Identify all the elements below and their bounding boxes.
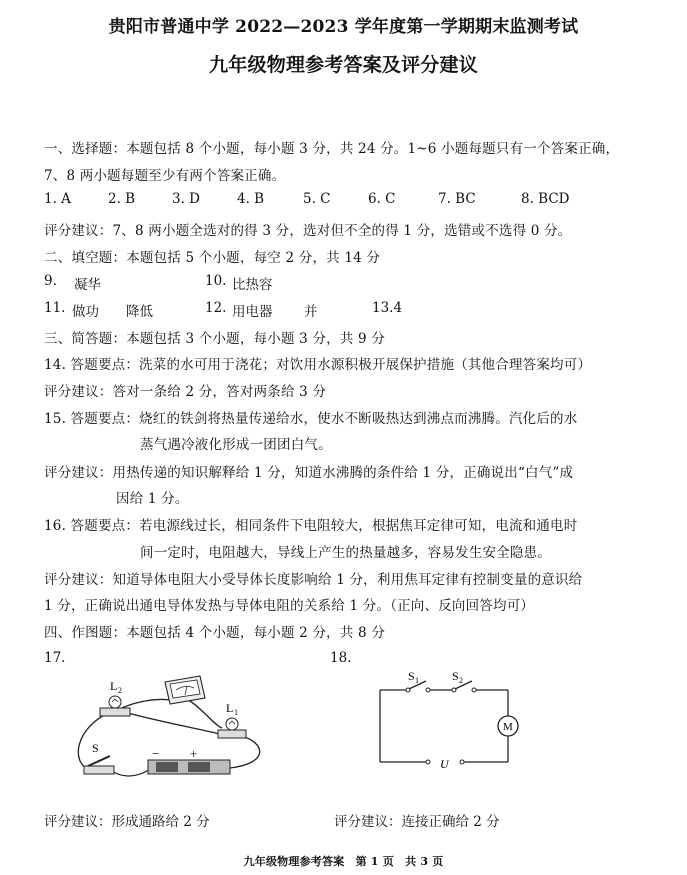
q14-grading: 评分建议：答对一条给 2 分，答对两条给 3 分	[44, 384, 327, 400]
q11-answer-1: 做功	[72, 304, 99, 320]
switch-s-icon	[84, 756, 114, 774]
ammeter-icon	[165, 676, 205, 704]
answer-8: 8. BCD	[521, 191, 570, 207]
label-u: U	[440, 757, 449, 771]
exam-title: 贵阳市普通中学 2022—2023 学年度第一学期期末监测考试	[108, 17, 579, 37]
q12-number: 12.	[205, 300, 227, 316]
label-s: S	[92, 741, 99, 755]
label-l2: L	[110, 679, 118, 693]
answer-5: 5. C	[303, 191, 331, 207]
q15-grading: 评分建议：用热传递的知识解释给 1 分，知道水沸腾的条件给 1 分，正确说出“白气”成	[44, 465, 574, 481]
q16-grading: 评分建议：知道导体电阻大小受导体长度影响给 1 分，利用焦耳定律有控制变量的意识给	[44, 572, 583, 588]
q17-number: 17.	[44, 650, 66, 666]
q11-answer-2: 降低	[126, 304, 153, 320]
answer-key-subtitle: 九年级物理参考答案及评分建议	[209, 54, 478, 76]
q15-answer: 15. 答题要点：烧红的铁剑将热量传递给水，使水不断吸热达到沸点而沸腾。汽化后的水	[44, 411, 578, 427]
q13-answer: 13.4	[372, 300, 403, 316]
q16-grading-cont: 1 分，正确说出通电导体发热与导体电阻的关系给 1 分。（正向、反向回答均可）	[44, 598, 535, 614]
q12-answer-2: 并	[304, 304, 318, 320]
q17-grading: 评分建议：形成通路给 2 分	[44, 814, 210, 830]
section4-heading: 四、作图题：本题包括 4 个小题，每小题 2 分，共 8 分	[44, 625, 386, 641]
q16-answer: 16. 答题要点：若电源线过长，相同条件下电阻较大，根据焦耳定律可知，电流和通电时	[44, 518, 578, 534]
section2-heading: 二、填空题：本题包括 5 个小题，每空 2 分，共 14 分	[44, 250, 381, 266]
answer-3: 3. D	[172, 191, 200, 207]
q10-answer: 比热容	[232, 277, 273, 293]
q14-answer: 14. 答题要点：洗菜的水可用于浇花；对饮用水源积极开展保护措施（其他合理答案均可）	[44, 357, 592, 373]
label-s1-sub: 1	[415, 676, 419, 685]
label-l1: L	[226, 701, 234, 715]
label-minus: −	[152, 746, 160, 761]
q11-number: 11.	[44, 300, 66, 316]
battery-icon	[148, 760, 230, 774]
answer-6: 6. C	[368, 191, 396, 207]
label-s2-sub: 2	[459, 676, 463, 685]
q17-circuit-figure	[70, 668, 280, 778]
q15-answer-cont: 蒸气遇冷液化形成一团团白气。	[140, 437, 332, 453]
q18-circuit-diagram	[372, 668, 532, 773]
q10-number: 10.	[205, 273, 227, 289]
answer-2: 2. B	[108, 191, 136, 207]
label-m: M	[503, 721, 513, 733]
label-l2-sub: 2	[118, 686, 122, 695]
q12-answer-1: 用电器	[232, 304, 273, 320]
bulb-l1-icon	[218, 718, 246, 738]
q16-answer-cont: 间一定时，电阻越大，导线上产生的热量越多，容易发生安全隐患。	[140, 545, 551, 561]
q15-grading-cont: 因给 1 分。	[116, 491, 189, 507]
label-plus: +	[190, 746, 198, 761]
q9-answer: 凝华	[74, 277, 101, 293]
answer-1: 1. A	[44, 191, 71, 207]
section1-heading-cont: 7、8 两小题每题至少有两个答案正确。	[44, 168, 286, 184]
label-s1: S	[408, 669, 415, 683]
label-l1-sub: 1	[234, 708, 238, 717]
answer-4: 4. B	[237, 191, 265, 207]
q9-number: 9.	[44, 273, 57, 289]
q18-number: 18.	[330, 650, 352, 666]
section1-grading: 评分建议：7、8 两小题全选对的得 3 分，选对但不全的得 1 分，选错或不选得 0 分。	[44, 223, 572, 239]
q18-grading: 评分建议：连接正确给 2 分	[334, 814, 500, 830]
section3-heading: 三、简答题：本题包括 3 个小题，每小题 3 分，共 9 分	[44, 331, 386, 347]
section1-heading: 一、选择题：本题包括 8 个小题，每小题 3 分，共 24 分。1~6 小题每题只有一个答案正确，	[44, 141, 620, 157]
label-s2: S	[452, 669, 459, 683]
page-footer: 九年级物理参考答案 第 1 页 共 3 页	[243, 855, 444, 868]
answer-7: 7. BC	[438, 191, 476, 207]
